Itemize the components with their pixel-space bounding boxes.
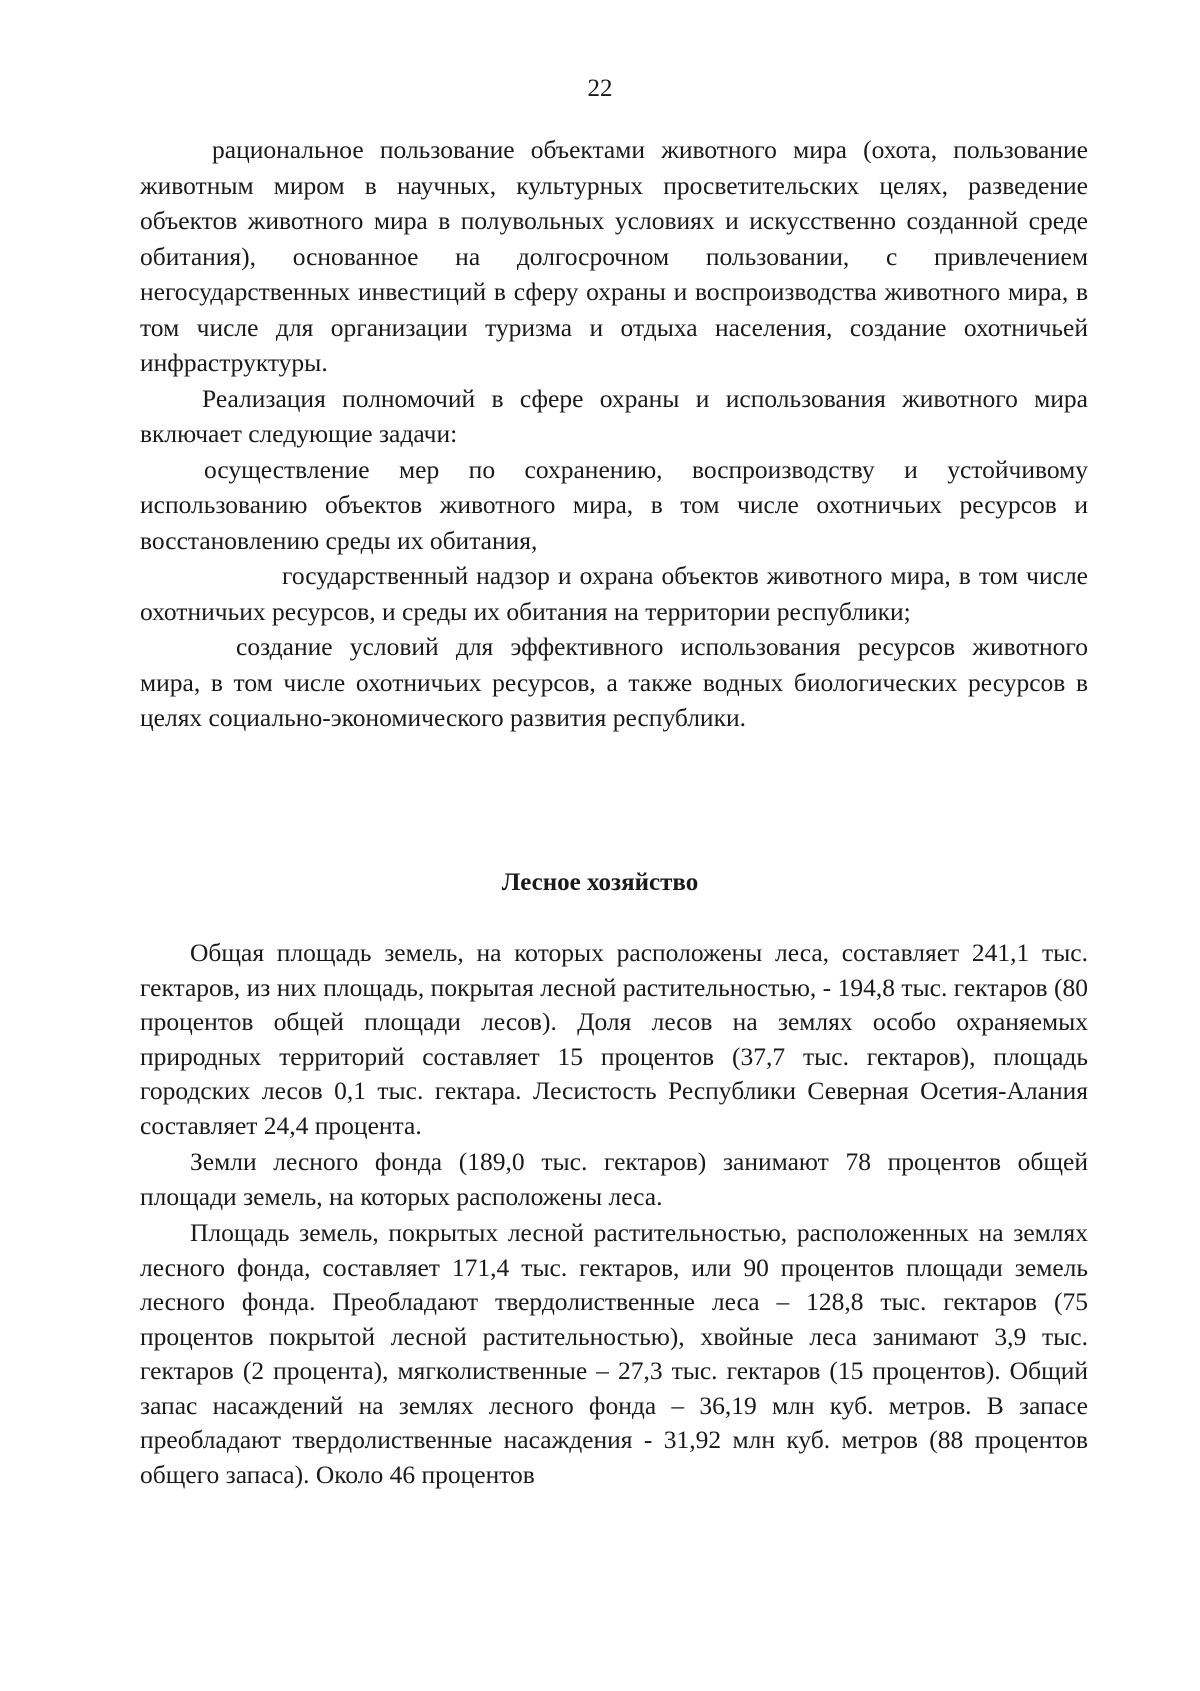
paragraph-task-conservation: осуществление мер по сохранению, воспроизводству и устойчивому использованию объектов животного мира, в том числе охотничьих ресурсов и восстановлению среды их обитания, [140,454,1088,555]
paragraph-forest-cover: Площадь земель, покрытых лесной растительностью, расположенных на землях лесного фонда, составляет 171,4 тыс. гектаров, или 90 процентов площади земель лесного фонда. Преобладают твердолиственные леса – 128,8 тыс. гектаров (75 процентов покрытой лесной растительностью), хвойные леса занимают 3,9 тыс. гектаров (2 процента), мягколиственные – 27,3 тыс. гектаров (15 процентов). Общий запас насаждений на землях лесного фонда – 36,19 млн куб. метров. В запасе преобладают твердолиственные насаждения - 31,92 млн куб. метров (88 процентов общего запаса). Около 46 процентов [140,1218,1088,1489]
paragraph-rational-use: рациональное пользование объектами животного мира (охота, пользование животным миром в научных, культурных просветительских целях, разведение объектов животного мира в полувольных условиях и искусственно созданной среде обитания), основанное на долгосрочном пользовании, с привлечением негосударственных инвестиций в сферу охраны и воспроизводства животного мира, в том числе для организации туризма и отдыха населения, создание охотничьей инфраструктуры. [140,135,1088,377]
forestry-section [140,936,1088,1492]
paragraph-total-forest-area: Общая площадь земель, на которых расположены леса, составляет 241,1 тыс. гектаров, из них площадь, покрытая лесной растительностью, - 194,8 тыс. гектаров (80 процентов общей площади лесов). Доля лесов на землях особо охраняемых природных территорий составляет 15 процентов (37,7 тыс. гектаров), площадь городских лесов 0,1 тыс. гектара. Лесистость Республики Северная Осетия-Алания составляет 24,4 процента. [140,938,1088,1140]
paragraph-task-conditions: создание условий для эффективного использования ресурсов животного мира, в том числе охотничьих ресурсов, а также водных биологических ресурсов в целях социально-экономического развития республики. [140,632,1088,732]
paragraph-forest-fund-lands: Земли лесного фонда (189,0 тыс. гектаров) занимают 78 процентов общей площади земель, на которых расположены леса. [140,1147,1088,1211]
paragraph-powers: Реализация полномочий в сфере охраны и использования животного мира включает следующие задачи: [140,383,1088,448]
page-number: 22 [587,75,613,102]
section-heading-forestry: Лесное хозяйство [501,869,699,896]
wildlife-section [140,132,1088,736]
paragraph-task-supervision: государственный надзор и охрана объектов животного мира, в том числе охотничьих ресурсов, и среды их обитания на территории республики; [140,561,1088,626]
